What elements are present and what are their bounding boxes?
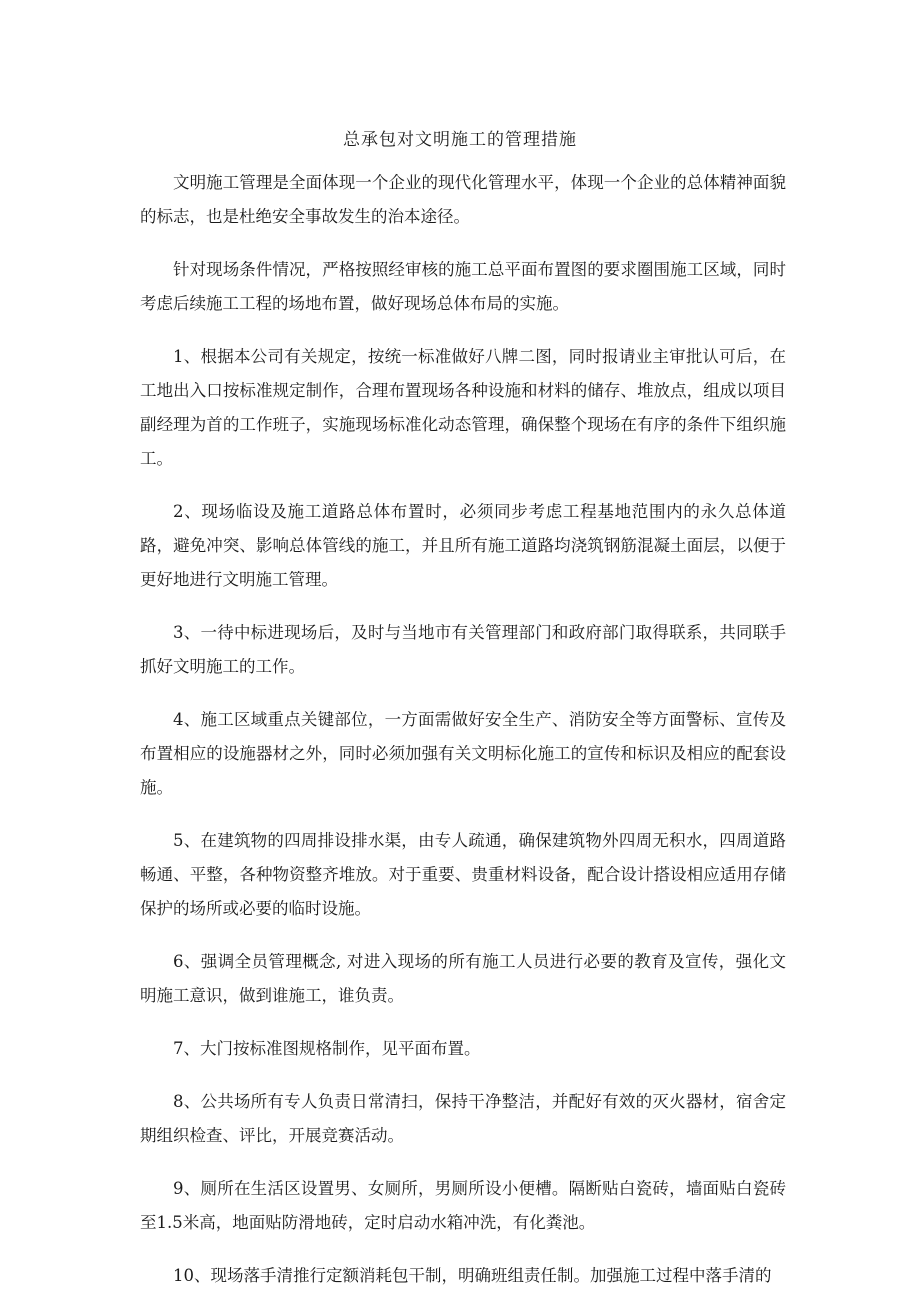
paragraph-item-7: 7、大门按标准图规格制作，见平面布置。: [173, 1039, 481, 1058]
paragraph-site-conditions: 针对现场条件情况，严格按照经审核的施工总平面布置图的要求圈围施工区域，同时考虑后续施工工程的场地布置，做好现场总体布局的实施。: [140, 260, 786, 313]
document-body: [140, 166, 786, 1312]
paragraph-item-1: 1、根据本公司有关规定，按统一标准做好八牌二图，同时报请业主审批认可后，在工地出入口按标准规定制作，合理布置现场各种设施和材料的储存、堆放点，组成以项目副经理为首的工作班子，实施现场标准化动态管理，确保整个现场在有序的条件下组织施工。: [140, 347, 786, 468]
paragraph-item-5: 5、在建筑物的四周排设排水渠，由专人疏通，确保建筑物外四周无积水，四周道路畅通、平整，各种物资整齐堆放。对于重要、贵重材料设备，配合设计搭设相应适用存储保护的场所或必要的临时设施。: [140, 831, 786, 918]
document-title: 总承包对文明施工的管理措施: [343, 130, 577, 150]
paragraph-item-4: 4、施工区域重点关键部位，一方面需做好安全生产、消防安全等方面警标、宣传及布置相应的设施器材之外，同时必须加强有关文明标化施工的宣传和标识及相应的配套设施。: [140, 710, 786, 797]
paragraph-item-2: 2、现场临设及施工道路总体布置时，必须同步考虑工程基地范围内的永久总体道路，避免冲突、影响总体管线的施工，并且所有施工道路均浇筑钢筋混凝土面层，以便于更好地进行文明施工管理。: [140, 502, 786, 589]
paragraph-item-6: 6、强调全员管理概念, 对进入现场的所有施工人员进行必要的教育及宣传，强化文明施工意识，做到谁施工，谁负责。: [140, 952, 786, 1005]
paragraph-item-8: 8、公共场所有专人负责日常清扫，保持干净整洁，并配好有效的灭火器材，宿舍定期组织检查、评比，开展竞赛活动。: [140, 1092, 786, 1145]
paragraph-item-3: 3、一待中标进现场后，及时与当地市有关管理部门和政府部门取得联系，共同联手抓好文明施工的工作。: [140, 623, 786, 676]
paragraph-item-9: 9、厕所在生活区设置男、女厕所，男厕所设小便槽。隔断贴白瓷砖，墙面贴白瓷砖至1.5米高，地面贴防滑地砖，定时启动水箱冲洗，有化粪池。: [140, 1179, 786, 1232]
paragraph-intro: 文明施工管理是全面体现一个企业的现代化管理水平，体现一个企业的总体精神面貌的标志，也是杜绝安全事故发生的治本途径。: [140, 173, 786, 226]
paragraph-item-10: 10、现场落手清推行定额消耗包干制，明确班组责任制。加强施工过程中落手清的: [173, 1266, 772, 1285]
